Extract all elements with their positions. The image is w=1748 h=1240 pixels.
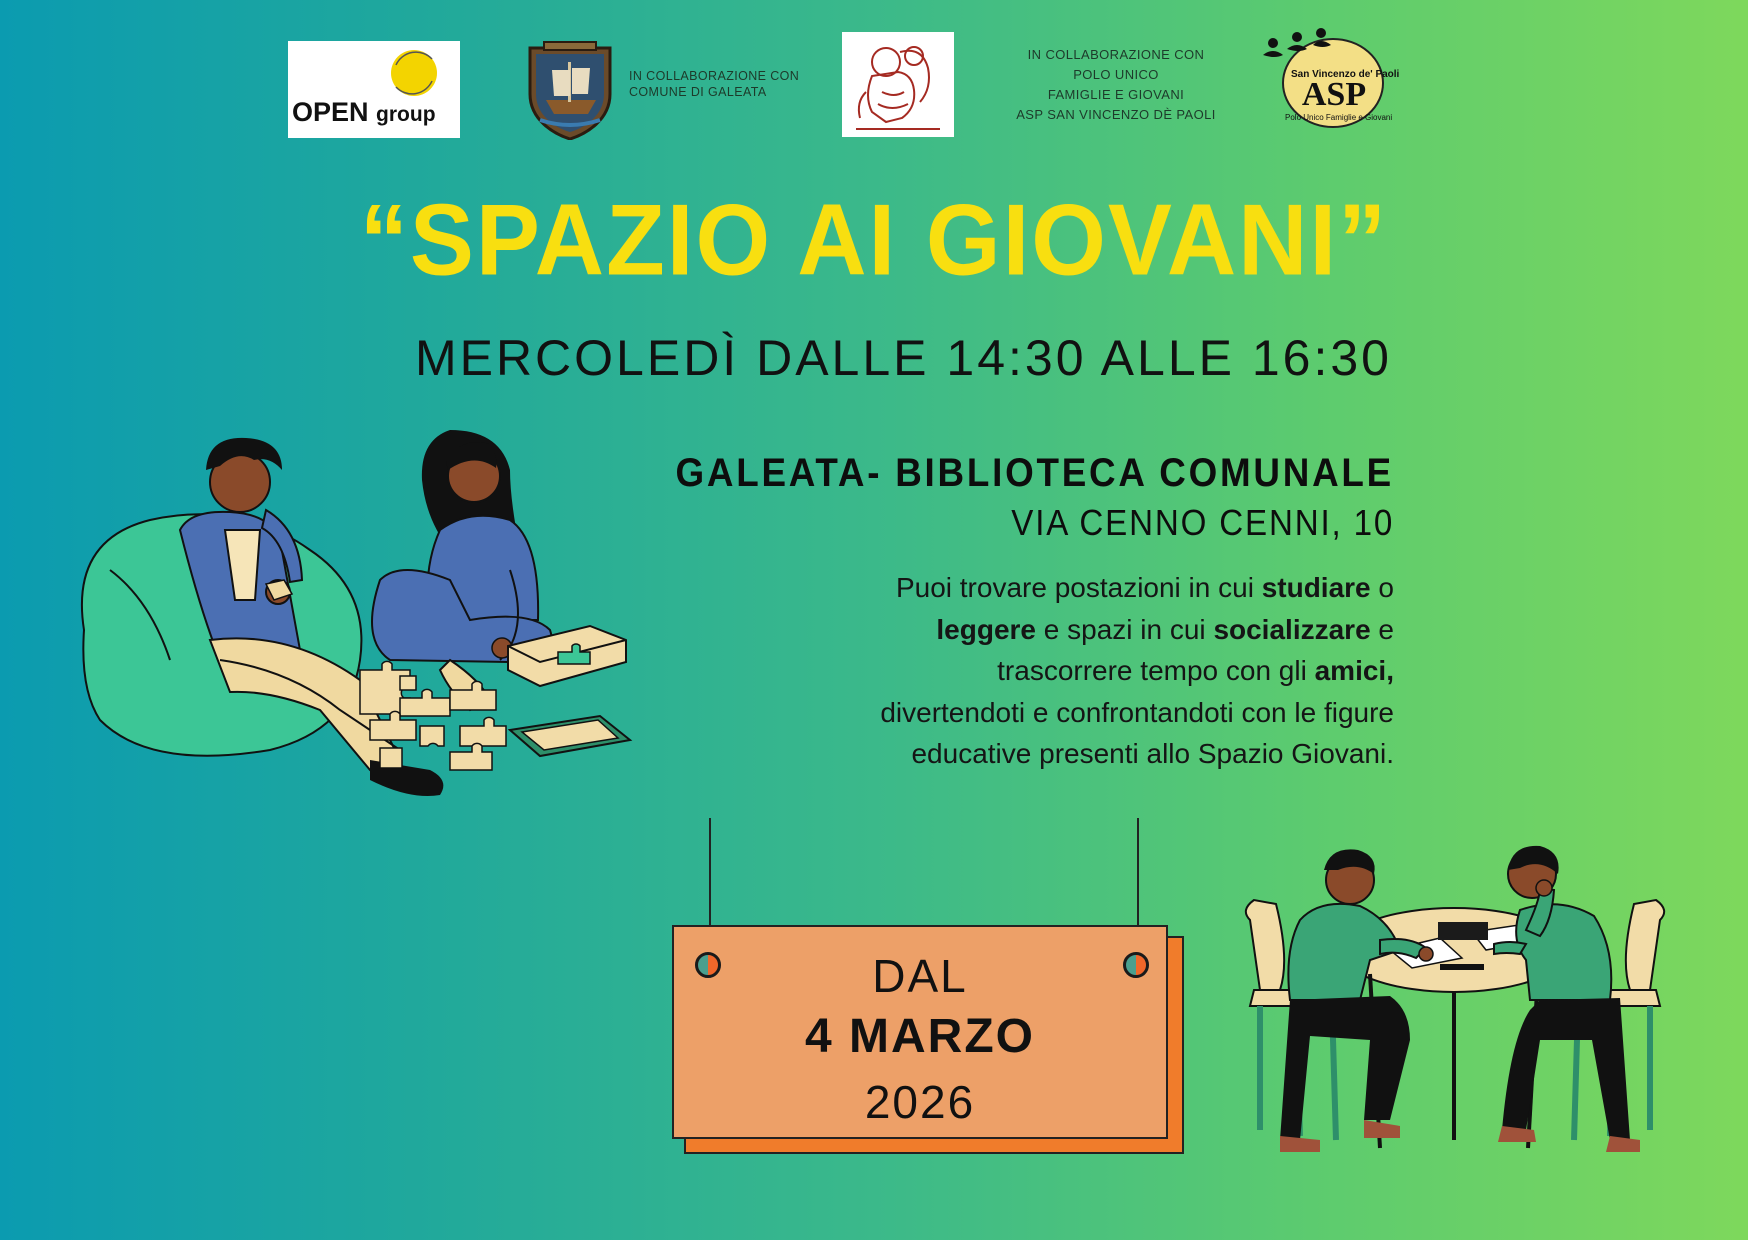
sign-ring-icon [1123,952,1149,978]
date-year: 2026 [864,1076,976,1128]
location-address: VIA CENNO CENNI, 10 [1011,502,1394,543]
collab-comune-text [629,68,799,100]
highlight-word: socializzare [1213,613,1371,645]
date-from-label: DAL [872,950,968,1002]
students-studying-illustration [1240,840,1670,1160]
asp-logo [1255,25,1400,130]
open-group-logo [288,41,460,138]
asp-top-text: San Vincenzo de' Paoli [1291,69,1400,80]
text-run: e spazi in cui [1036,613,1214,645]
sign-ring-icon [695,952,721,978]
highlight-word: amici, [1314,655,1394,686]
description-line [694,650,1394,692]
comune-galeata-crest [524,40,616,140]
highlight-word: leggere [936,613,1037,645]
highlight-word: studiare [1261,572,1371,603]
text-run: Puoi trovare postazioni in cui [895,572,1262,603]
open-word: OPEN [292,97,369,127]
location-name: GALEATA- BIBLIOTECA COMUNALE [675,451,1394,495]
description-line [694,609,1394,651]
collab-line: POLO UNICO [1073,67,1159,82]
schedule-text: MERCOLEDÌ DALLE 14:30 ALLE 16:30 [414,330,1392,386]
collab-polo-text [1003,45,1229,125]
text-run: o [1370,572,1394,603]
description-line [694,567,1394,609]
sun-orbit-icon [386,45,442,101]
group-word: group [376,103,436,126]
description [694,567,1394,775]
text-run: trascorrere tempo con gli [997,655,1315,686]
collab-line: ASP SAN VINCENZO DÈ PAOLI [1016,107,1216,122]
page-title: “SPAZIO AI GIOVANI” [359,184,1389,297]
asp-bottom-text: Polo Unico Famiglie e Giovani [1285,113,1393,122]
date-sign [672,925,1168,1139]
collab-line: IN COLLABORAZIONE CON [1027,47,1205,62]
youth-puzzle-illustration [70,430,710,810]
association-logo [842,32,954,137]
ship-crest-icon [524,40,616,140]
text-run: e [1370,613,1394,645]
asp-mark: ASP [1301,76,1367,113]
collab-line: FAMIGLIE E GIOVANI [1047,87,1185,102]
open-group-wordmark [292,97,436,128]
description-line: divertendoti e confrontandoti con le figure [880,696,1394,728]
collab-line: COMUNE DI GALEATA [629,85,767,99]
collab-line: IN COLLABORAZIONE CON [629,69,800,83]
date-day-month: 4 MARZO [805,1010,1035,1063]
description-line: educative presenti allo Spazio Giovani. [911,738,1394,769]
association-emblem-icon [842,32,954,137]
